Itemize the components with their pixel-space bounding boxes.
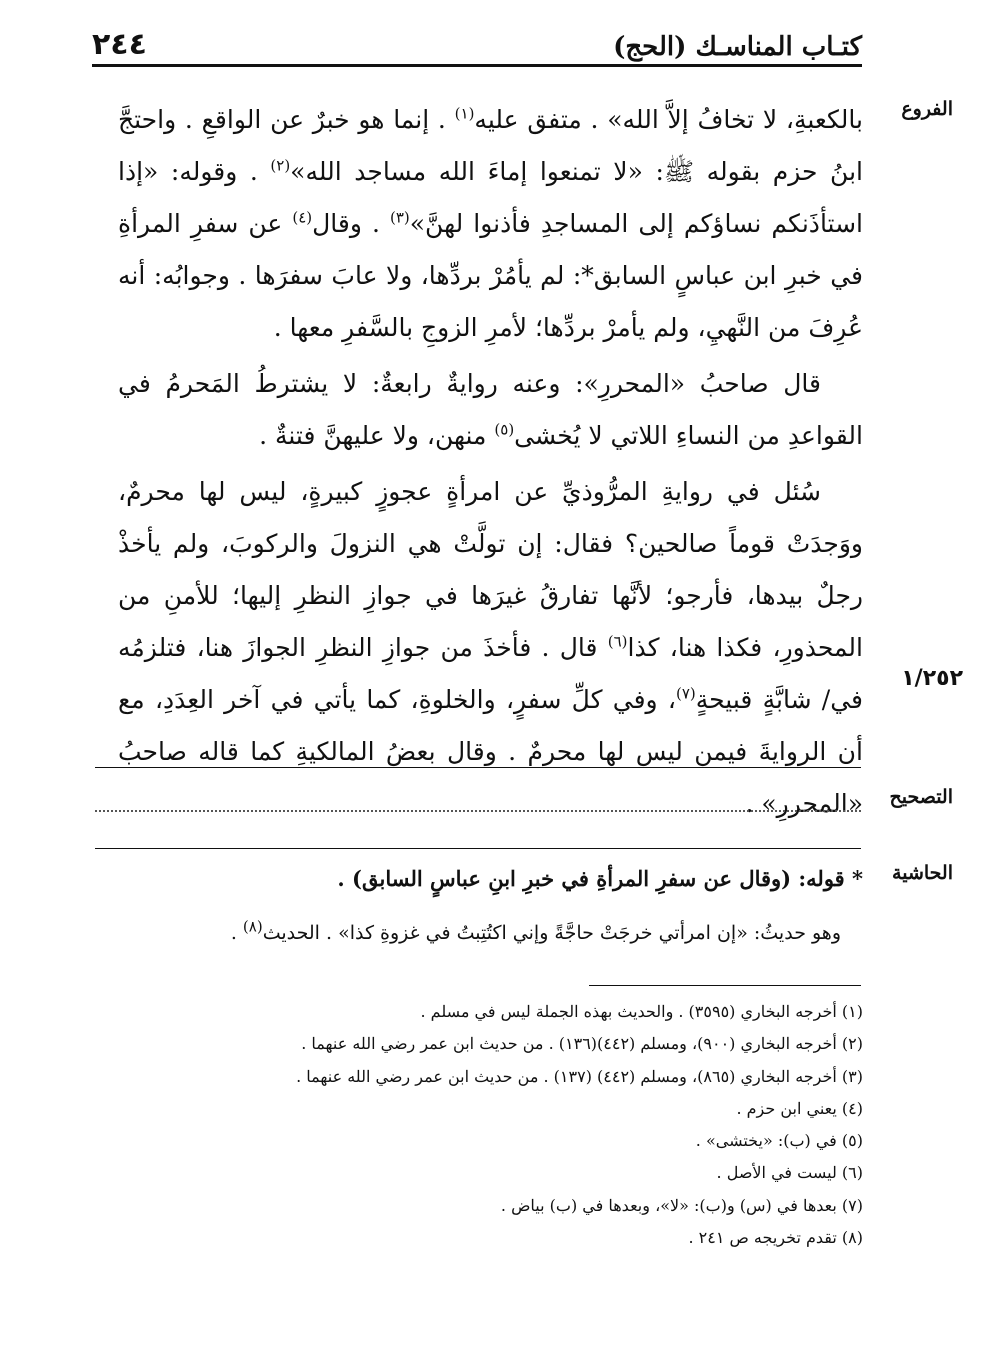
paragraph-3 [118,466,863,830]
footnote-ref: (٥) [494,420,515,439]
text-segment: . [230,922,243,944]
section-rule [95,848,861,849]
correction-dotted-line [95,790,861,812]
text-segment: عن سفرِ المرأةِ في خبرِ ابن عباسٍ السابق*: لم يأمُرْ بردِّها، ولا عابَ سفرَها . وجوابُه: أنه عُرِفَ من النَّهيِ، ولم يأمرْ بردِّها؛ لأمرِ الزوجِ بالسَّفرِ معها . [118,209,863,342]
running-title: كتـاب المناسـك (الحج) [613,32,862,62]
text-segment: . وقال [312,209,390,238]
footnote: (٨) تقدم تخريجه ص ٢٤١ . [688,1228,863,1248]
footnotes-list [118,996,863,1254]
footnote-ref: (٢) [270,156,291,175]
footnote: (٦) ليست في الأصل . [716,1163,863,1183]
footnote-separator [589,985,861,986]
footnote-ref: (١) [454,104,475,123]
side-reference: ١/٢٥٢ [901,666,963,691]
paragraph-2 [118,358,863,462]
gloss-heading: * قوله: (وقال عن سفرِ المرأةِ في خبرِ ابنِ عباسٍ السابق) . [337,866,863,891]
side-label-correction: التصحيح [889,786,953,808]
footnote: (٧) بعدها في (س) و(ب): «لا»، وبعدها في (ب) بياض . [500,1195,863,1215]
text-segment: بالكعبةِ، لا تخافُ إلاَّ الله» . متفق عليه [474,105,863,134]
footnote: (١) أخرجه البخاري (٣٥٩٥) . والحديث بهذه الجملة ليس في مسلم . [420,1002,863,1021]
page-number: ٢٤٤ [92,27,147,62]
footnote: (٣) أخرجه البخاري (٨٦٥)، ومسلم (٤٤٢) (١٣٧) . من حديث ابن عمر رضي الله عنهما . [296,1066,863,1086]
paragraph-1 [118,94,863,354]
side-label-branches: الفروع [901,98,953,120]
page-header [92,22,862,62]
main-text [118,94,863,830]
footnote-ref: (٦) [607,632,628,651]
text-segment: منهن، ولا عليهنَّ فتنةٌ . [259,421,495,450]
text-segment: . إنما هو خبرٌ عن الواقعِ . واحتجَّ ابنُ حزم بقوله ﷺ: «لا تمنعوا إماءَ الله مساجد الله» [118,105,863,186]
section-rule [95,767,861,768]
text-segment: ، وفي كلِّ سفرٍ، والخلوةِ، كما يأتي في آخر العِدَدِ، مع أن الروايةَ فيمن ليس لها محرمٌ . وقال بعضُ المالكيةِ كما قاله صاحبُ «المحررِ» . [118,685,863,818]
text-segment: قال . فأخذَ من جوازِ النظرِ الجوازَ هنا، فتلزمُه في/ شابَّةٍ قبيحةٍ [118,633,863,714]
footnote: (٥) في (ب): «يختشى» . [695,1131,863,1151]
footnote: (٢) أخرجه البخاري (٩٠٠)، ومسلم (٤٤٢)(١٣٦) . من حديث ابن عمر رضي الله عنهما . [301,1034,863,1054]
footnote-ref: (٧) [675,684,696,703]
side-label-gloss: الحاشية [892,862,953,884]
gloss-text [121,917,841,944]
footnote: (٤) يعني ابن حزم . [736,1098,863,1118]
text-segment: . وقوله: «إذا استأذَنكم نساؤكم إلى المساجدِ فأذنوا لهنَّ» [118,157,863,238]
footnote-ref: (٤) [292,208,313,227]
footnote-ref: (٣) [389,208,410,227]
header-rule [92,64,862,67]
footnote-ref: (٨) [242,917,263,936]
text-segment: وهو حديثُ: «إن امرأتي خرجَتْ حاجَّةً وإني اكتُتِبتُ في غزوةِ كذا» . الحديث [262,922,841,944]
text-segment: قال صاحبُ «المحررِ»: وعنه روايةٌ رابعةٌ: لا يشترطُ المَحرمُ في القواعدِ من النساءِ اللاتي لا يُخشى [118,369,863,450]
text-segment: سُئل في روايةِ المرُّوذيِّ عن امرأةٍ عجوزٍ كبيرةٍ، ليس لها محرمٌ، ووَجدَتْ قوماً صالحين؟ فقال: إن تولَّتْ هي النزولَ والركوبَ، ولم يأخذْ رجلٌ بيدها، فأرجو؛ لأنَّها تفارقُ غيرَها في جوازِ النظرِ إليها؛ للأمنِ من المحذورِ، فكذا هنا، كذا [118,477,863,662]
